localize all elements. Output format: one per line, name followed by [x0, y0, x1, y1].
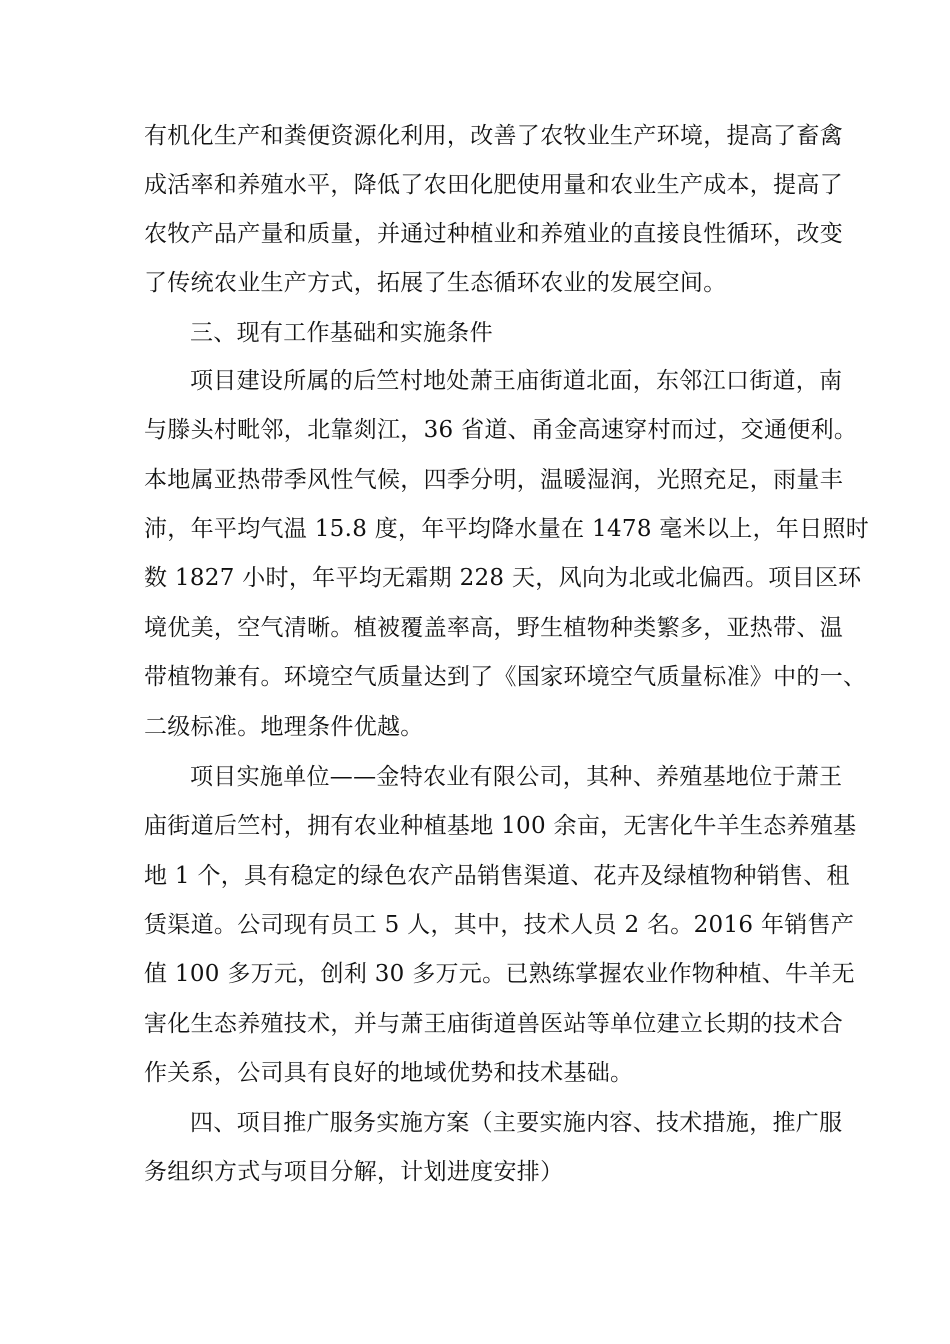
paragraph-line: 有机化生产和粪便资源化利用，改善了农牧业生产环境，提高了畜禽 [144, 123, 843, 149]
paragraph-line: 农牧产品产量和质量，并通过种植业和养殖业的直接良性循环，改变 [144, 221, 843, 247]
paragraph-line: 害化生态养殖技术，并与萧王庙街道兽医站等单位建立长期的技术合 [144, 1011, 843, 1037]
paragraph-line: 境优美，空气清晰。植被覆盖率高，野生植物种类繁多，亚热带、温 [144, 615, 843, 641]
paragraph-line: 庙街道后竺村，拥有农业种植基地 100 余亩，无害化牛羊生态养殖基 [144, 813, 857, 839]
section-heading: 三、现有工作基础和实施条件 [190, 320, 493, 346]
paragraph-line: 本地属亚热带季风性气候，四季分明，温暖湿润，光照充足，雨量丰 [144, 467, 843, 493]
paragraph-line: 值 100 多万元，创利 30 多万元。已熟练掌握农业作物种植、牛羊无 [144, 961, 855, 987]
paragraph-line: 地 1 个，具有稳定的绿色农产品销售渠道、花卉及绿植物种销售、租 [144, 863, 850, 889]
paragraph-line: 作关系，公司具有良好的地域优势和技术基础。 [144, 1060, 634, 1086]
section-heading: 四、项目推广服务实施方案（主要实施内容、技术措施，推广服 [190, 1110, 843, 1136]
paragraph-line: 成活率和养殖水平，降低了农田化肥使用量和农业生产成本，提高了 [144, 172, 843, 198]
paragraph-line: 项目建设所属的后竺村地处萧王庙街道北面，东邻江口街道，南 [190, 368, 843, 394]
paragraph-line: 带植物兼有。环境空气质量达到了《国家环境空气质量标准》中的一、 [144, 664, 867, 690]
paragraph-line: 二级标准。地理条件优越。 [144, 714, 424, 740]
paragraph-line: 与滕头村毗邻，北靠剡江，36 省道、甬金高速穿村而过，交通便利。 [144, 417, 858, 443]
paragraph-line: 了传统农业生产方式，拓展了生态循环农业的发展空间。 [144, 270, 727, 296]
paragraph-line: 数 1827 小时，年平均无霜期 228 天，风向为北或北偏西。项目区环 [144, 565, 862, 591]
paragraph-line: 赁渠道。公司现有员工 5 人，其中，技术人员 2 名。2016 年销售产 [144, 912, 855, 938]
section-heading-continued: 务组织方式与项目分解，计划进度安排） [144, 1159, 564, 1185]
paragraph-line: 项目实施单位——金特农业有限公司，其种、养殖基地位于萧王 [190, 764, 843, 790]
paragraph-line: 沛，年平均气温 15.8 度，年平均降水量在 1478 毫米以上，年日照时 [144, 516, 870, 542]
